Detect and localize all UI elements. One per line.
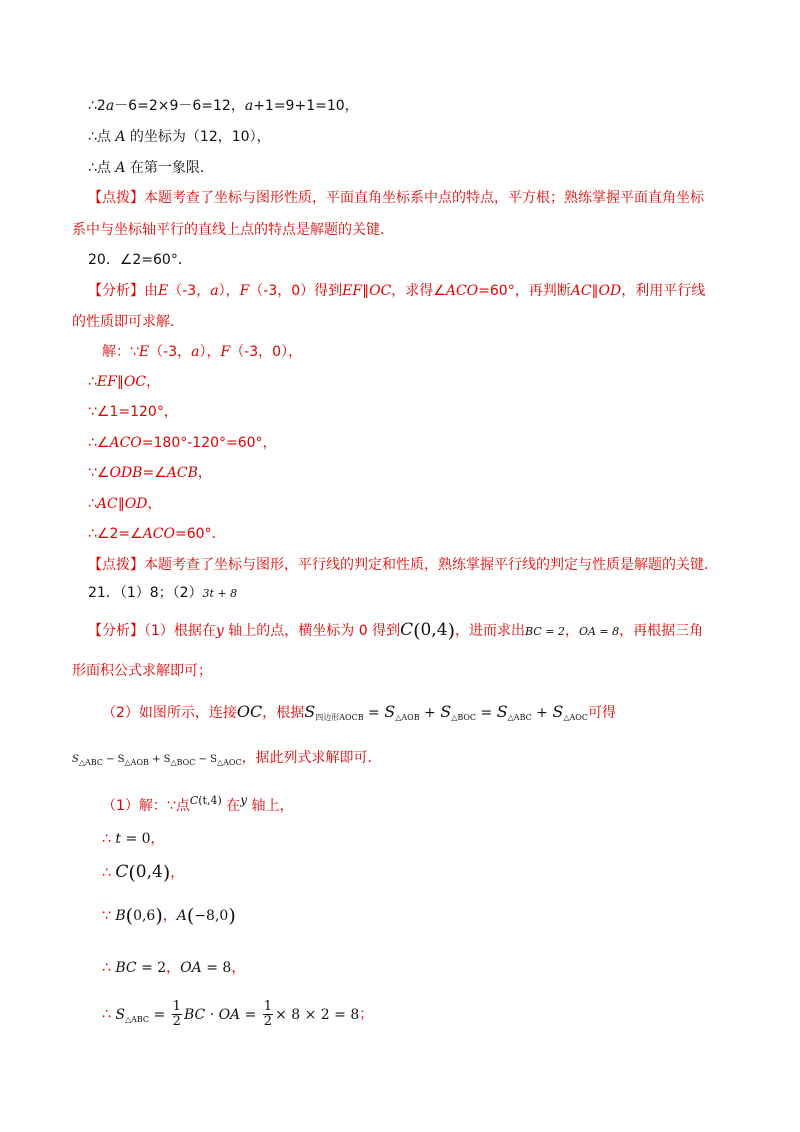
coordinate-value: 0,4 xyxy=(135,862,163,882)
coordinate-value: t,4 xyxy=(202,794,218,807)
text: 解：∵ xyxy=(102,344,139,360)
area-equation xyxy=(304,702,588,722)
equals: = xyxy=(149,1006,170,1023)
coordinate-value: 0,6 xyxy=(133,908,156,924)
solution-21-line-3 xyxy=(102,862,184,883)
text: 轴上的点，横坐标为 0 得到 xyxy=(223,623,401,639)
solution-21-line-1 xyxy=(102,790,293,816)
analysis-21-line-2 xyxy=(72,661,212,681)
plus-s: + S xyxy=(148,754,171,765)
area-subscript: △AOB xyxy=(124,758,149,767)
denominator: 2 xyxy=(263,1014,273,1029)
text: ∵∠ xyxy=(88,465,110,481)
text: ∴点 xyxy=(88,129,116,145)
therefore-symbol: ∴ xyxy=(102,960,116,976)
solution-20-line-1 xyxy=(102,342,302,362)
area-symbol: S xyxy=(115,1006,125,1023)
text: （1）解：∵点 xyxy=(102,798,190,814)
coordinate-value: −8,0 xyxy=(194,908,229,924)
area-symbol: S xyxy=(384,702,396,721)
minus-s: − S xyxy=(195,754,217,765)
area-symbol: S xyxy=(304,702,316,721)
text: ，利用平行线 xyxy=(621,283,706,299)
fraction-half xyxy=(172,1000,182,1029)
parallel-symbol: ∥ xyxy=(362,283,370,299)
text: （2）如图所示，连接 xyxy=(102,705,237,721)
tip-tag: 【点拨】 xyxy=(88,557,144,573)
point-c: C xyxy=(115,862,129,882)
segment-od: OD xyxy=(598,283,622,299)
text: ， xyxy=(170,865,185,881)
parallel-symbol: ∥ xyxy=(591,283,599,299)
text: ， xyxy=(162,908,177,924)
text: 的坐标为（12，10）， xyxy=(125,129,271,145)
area-subscript: 四边形AOCB xyxy=(315,713,364,722)
point-c-coordinate: C(t,4) xyxy=(189,794,222,807)
text: （-3， xyxy=(149,344,192,360)
angle-aco: ACO xyxy=(109,435,142,451)
analysis-tag: 【分析】 xyxy=(88,623,144,639)
answer-expression: 3t + 8 xyxy=(202,587,238,600)
answer-text: 20．∠2=60°． xyxy=(88,252,192,268)
point-e: E xyxy=(138,344,150,360)
denominator: 2 xyxy=(172,1014,181,1029)
area-calculation xyxy=(115,999,360,1029)
solution-20-line-2 xyxy=(88,372,160,392)
tip-text: 本题考查了坐标与图形性质，平面直角坐标系中点的特点，平方根；熟练掌握平面直角坐标 xyxy=(144,190,704,206)
analysis-tag: 【分析】 xyxy=(88,283,144,299)
analysis-text: 形面积公式求解即可； xyxy=(72,663,212,679)
point-c-coordinate: C(0,4) xyxy=(115,862,171,884)
point-a: A xyxy=(115,160,126,176)
variable-a: a xyxy=(105,98,115,114)
segment-oa: OA xyxy=(180,960,202,976)
answer-20 xyxy=(88,250,192,270)
variable-t: t xyxy=(115,831,121,847)
area-symbol: S xyxy=(552,702,564,721)
parallel-symbol: ∥ xyxy=(116,374,124,390)
text: ，求得∠ xyxy=(391,283,446,299)
oa-equation xyxy=(180,960,231,976)
bc-length: BC = 2 xyxy=(525,625,565,638)
segment-oc: OC xyxy=(369,283,392,299)
analysis-line-1 xyxy=(88,281,705,301)
solution-21-line-5 xyxy=(102,958,245,978)
text: 轴上， xyxy=(247,798,294,814)
solution-20-line-5 xyxy=(88,463,212,483)
text: ，根据 xyxy=(262,705,305,721)
area-subscript: △ABC xyxy=(124,1014,150,1024)
area-subscript: △BOC xyxy=(170,758,196,767)
angle-acb: ACB xyxy=(166,465,198,481)
answer-text: 21．（1）8；（2） xyxy=(88,585,203,601)
text: ， xyxy=(150,831,165,847)
segment-ac: AC xyxy=(96,496,118,512)
equation xyxy=(115,831,150,847)
text: =∠ xyxy=(142,465,167,481)
text: 可得 xyxy=(587,705,616,721)
product: BC · OA = xyxy=(183,1006,261,1023)
area-subscript: △ABC xyxy=(78,758,103,767)
solution-20-line-6 xyxy=(88,494,161,514)
area-symbol: S xyxy=(496,702,508,721)
point-c: C xyxy=(189,794,199,807)
point-e: E xyxy=(158,283,169,299)
therefore-symbol: ∴ xyxy=(102,865,116,881)
text: ，据此列式求解即可． xyxy=(241,750,382,766)
text: ∴ xyxy=(88,374,97,390)
text: ， xyxy=(564,623,579,639)
tip-text: 系中与坐标轴平行的直线上点的特点是解题的关键． xyxy=(72,222,394,238)
segment-od: OD xyxy=(124,496,148,512)
area-subscript: △AOC xyxy=(563,713,588,722)
solution-line-2 xyxy=(88,127,271,147)
segment-ef: EF xyxy=(96,374,117,390)
text: ∴∠2=∠ xyxy=(88,526,143,542)
area-subscript: △BOC xyxy=(451,713,477,722)
fraction-half xyxy=(263,1000,273,1029)
text: （-3，0）， xyxy=(230,344,303,360)
bc-equation xyxy=(115,960,166,976)
segment-oc: OC xyxy=(123,374,147,390)
solution-21-line-2 xyxy=(102,829,165,849)
text: ∴点 xyxy=(88,160,116,176)
axis-y: y xyxy=(240,793,247,807)
because-symbol: ∵ xyxy=(102,908,116,924)
numerator: 1 xyxy=(263,999,273,1014)
tip-line-2 xyxy=(72,220,394,240)
text: ， xyxy=(147,496,162,512)
point-f: F xyxy=(220,344,231,360)
answer-21 xyxy=(88,583,237,604)
analysis-text: 的性质即可求解． xyxy=(72,314,184,330)
angle-aco: ACO xyxy=(142,526,175,542)
plus: + xyxy=(419,705,441,721)
text: =60°． xyxy=(174,526,226,542)
therefore-symbol: ∴ xyxy=(102,1006,116,1023)
point-a: A xyxy=(115,129,126,145)
point-a-coordinate: A(−8,0) xyxy=(176,905,236,927)
solution-line-3 xyxy=(88,158,214,178)
axis-y: y xyxy=(215,623,224,639)
therefore-symbol: ∴ xyxy=(102,831,116,847)
text: ∴ xyxy=(88,496,97,512)
tip-tag: 【点拨】 xyxy=(88,190,144,206)
solution-20-line-7 xyxy=(88,524,226,544)
value: = 2 xyxy=(136,960,167,976)
text: （-3，0）得到 xyxy=(249,283,343,299)
text: ， xyxy=(166,960,181,976)
tip-line-1 xyxy=(88,188,704,208)
area-expression: $S_{\triangle ABC} - S_{\triangle AOB} + S_{\triangle BOC} - S_{\triangle AOC}$ xyxy=(72,754,242,767)
text: ∴2 xyxy=(88,98,106,114)
text: ， xyxy=(231,960,246,976)
text: －6=2×9－6=12， xyxy=(114,98,245,114)
text: ； xyxy=(359,1006,374,1023)
tip-20 xyxy=(88,555,718,575)
coordinate-value: 0,4 xyxy=(420,620,448,640)
text: ， xyxy=(197,465,212,481)
angle-odb: ODB xyxy=(109,465,143,481)
text: ， xyxy=(146,374,161,390)
result: × 8 × 2 = 8 xyxy=(275,1006,360,1023)
segment-ef: EF xyxy=(342,283,363,299)
equals: = xyxy=(476,705,497,721)
text: ，进而求出 xyxy=(455,623,526,639)
analysis-line-2 xyxy=(72,312,184,332)
equation-value: = 0 xyxy=(121,831,151,847)
segment-ac: AC xyxy=(570,283,592,299)
text: +1=9+1=10， xyxy=(253,98,359,114)
area-symbol: S xyxy=(440,702,452,721)
variable-a: a xyxy=(244,98,254,114)
point-f: F xyxy=(239,283,250,299)
solution-21-line-4 xyxy=(102,906,236,926)
point-b-coordinate: B(0,6) xyxy=(115,905,163,927)
oa-length: OA = 8 xyxy=(578,625,620,638)
angle-aco: ACO xyxy=(445,283,479,299)
point-a: A xyxy=(176,908,187,924)
text: 由 xyxy=(144,283,158,299)
analysis-21-line-3 xyxy=(102,702,616,728)
numerator: 1 xyxy=(172,999,181,1014)
parallel-symbol: ∥ xyxy=(117,496,125,512)
text: ）， xyxy=(199,344,221,360)
point-c: C xyxy=(400,620,414,640)
text: ）， xyxy=(218,283,240,299)
segment-bc: BC xyxy=(115,960,137,976)
area-subscript: △ABC xyxy=(507,713,532,722)
text: ，再根据三角 xyxy=(619,623,704,639)
text: 在 xyxy=(221,798,241,814)
solution-21-line-6 xyxy=(102,1000,373,1034)
text: （-3， xyxy=(168,283,211,299)
text: ∴∠ xyxy=(88,435,110,451)
area-subscript: △AOB xyxy=(395,713,420,722)
value: = 8 xyxy=(201,960,232,976)
point-b: B xyxy=(115,908,126,924)
analysis-21-line-1 xyxy=(88,620,703,642)
text: （1）根据在 xyxy=(144,623,216,639)
text: =60°，再判断 xyxy=(478,283,571,299)
minus-s: − S xyxy=(102,754,125,765)
plus: + xyxy=(531,705,553,721)
solution-20-line-4 xyxy=(88,433,277,453)
text: ∵∠1=120°， xyxy=(88,404,178,420)
text: 在第一象限． xyxy=(125,160,214,176)
variable-a: a xyxy=(191,344,200,360)
area-subscript: △AOC xyxy=(216,758,242,767)
analysis-21-line-4 xyxy=(72,748,382,773)
segment-oc: OC xyxy=(236,702,263,721)
text: =180°-120°=60°， xyxy=(141,435,277,451)
equals: = xyxy=(363,705,385,721)
solution-20-line-3 xyxy=(88,402,178,422)
variable-a: a xyxy=(210,283,219,299)
tip-text: 本题考查了坐标与图形，平行线的判定和性质，熟练掌握平行线的判定与性质是解题的关键． xyxy=(144,557,718,573)
point-c-coordinate: C(0,4) xyxy=(400,620,456,642)
solution-line-1 xyxy=(88,96,359,116)
